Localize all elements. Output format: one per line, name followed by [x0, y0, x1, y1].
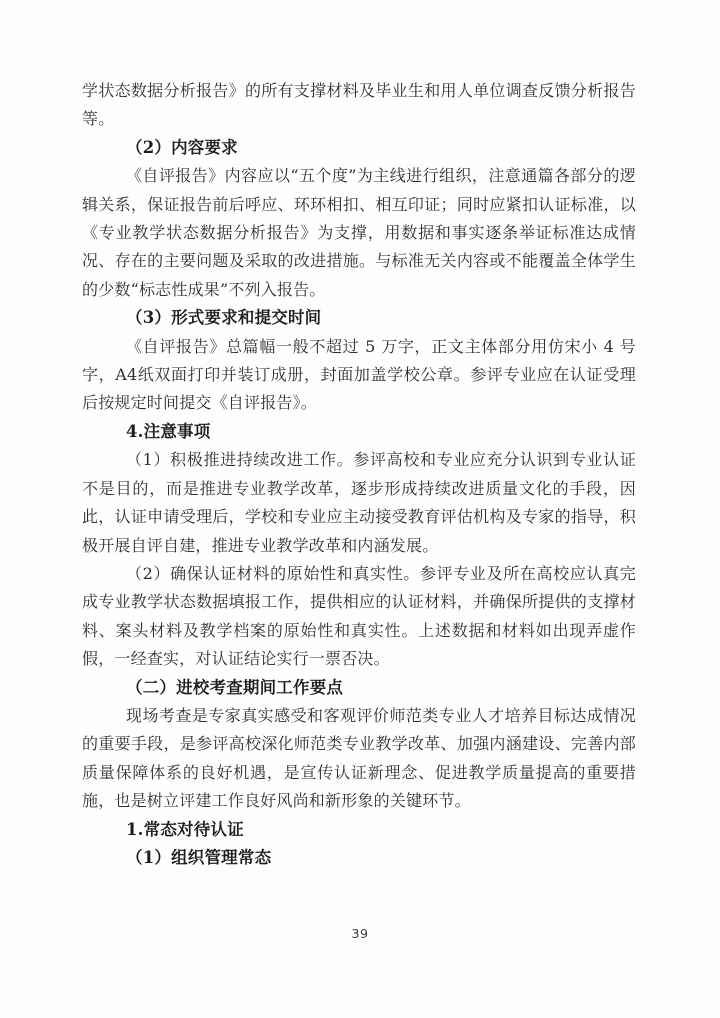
- section-heading: （二）进校考查期间工作要点: [126, 677, 344, 697]
- section-heading: （2）内容要求: [126, 137, 238, 157]
- document-body: [82, 77, 636, 872]
- paragraph: （2）确保认证材料的原始性和真实性。参评专业及所在高校应认真完成专业教学状态数据填报工作，提供相应的认证材料，并确保所提供的支撑材料、案头材料及教学档案的原始性和真实性。上述数据和材料如出现弄虚作假，一经查实，对认证结论实行一票否决。: [82, 563, 636, 669]
- paragraph: 现场考查是专家真实感受和客观评价师范类专业人才培养目标达成情况的重要手段，是参评高校深化师范类专业教学改革、加强内涵建设、完善内部质量保障体系的良好机遇，是宣传认证新理念、促进教学质量提高的重要措施，也是树立评建工作良好风尚和新形象的关键环节。: [82, 705, 636, 811]
- page-number: 39: [351, 926, 369, 941]
- section-heading: （1）组织管理常态: [126, 847, 272, 867]
- paragraph: 《自评报告》内容应以“五个度”为主线进行组织，注意通篇各部分的逻辑关系，保证报告前后呼应、环环相扣、相互印证；同时应紧扣认证标准，以《专业教学状态数据分析报告》为支撑，用数据和事实逐条举证标准达成情况、存在的主要问题及采取的改进措施。与标准无关内容或不能覆盖全体学生的少数“标志性成果”不列入报告。: [82, 166, 636, 299]
- paragraph: 《自评报告》总篇幅一般不超过 5 万字，正文主体部分用仿宋小 4 号字，A4纸双面打印并装订成册，封面加盖学校公章。参评专业应在认证受理后按规定时间提交《自评报告》。: [82, 336, 636, 413]
- paragraph-continued: 学状态数据分析报告》的所有支撑材料及毕业生和用人单位调查反馈分析报告等。: [82, 81, 636, 129]
- section-heading: 4.注意事项: [126, 421, 211, 441]
- paragraph: （1）积极推进持续改进工作。参评高校和专业应充分认识到专业认证不是目的，而是推进专业教学改革，逐步形成持续改进质量文化的手段，因此，认证申请受理后，学校和专业应主动接受教育评估机构及专家的指导，积极开展自评自建，推进专业教学改革和内涵发展。: [82, 450, 636, 555]
- section-heading: 1.常态对待认证: [126, 819, 244, 839]
- section-heading: （3）形式要求和提交时间: [126, 308, 322, 328]
